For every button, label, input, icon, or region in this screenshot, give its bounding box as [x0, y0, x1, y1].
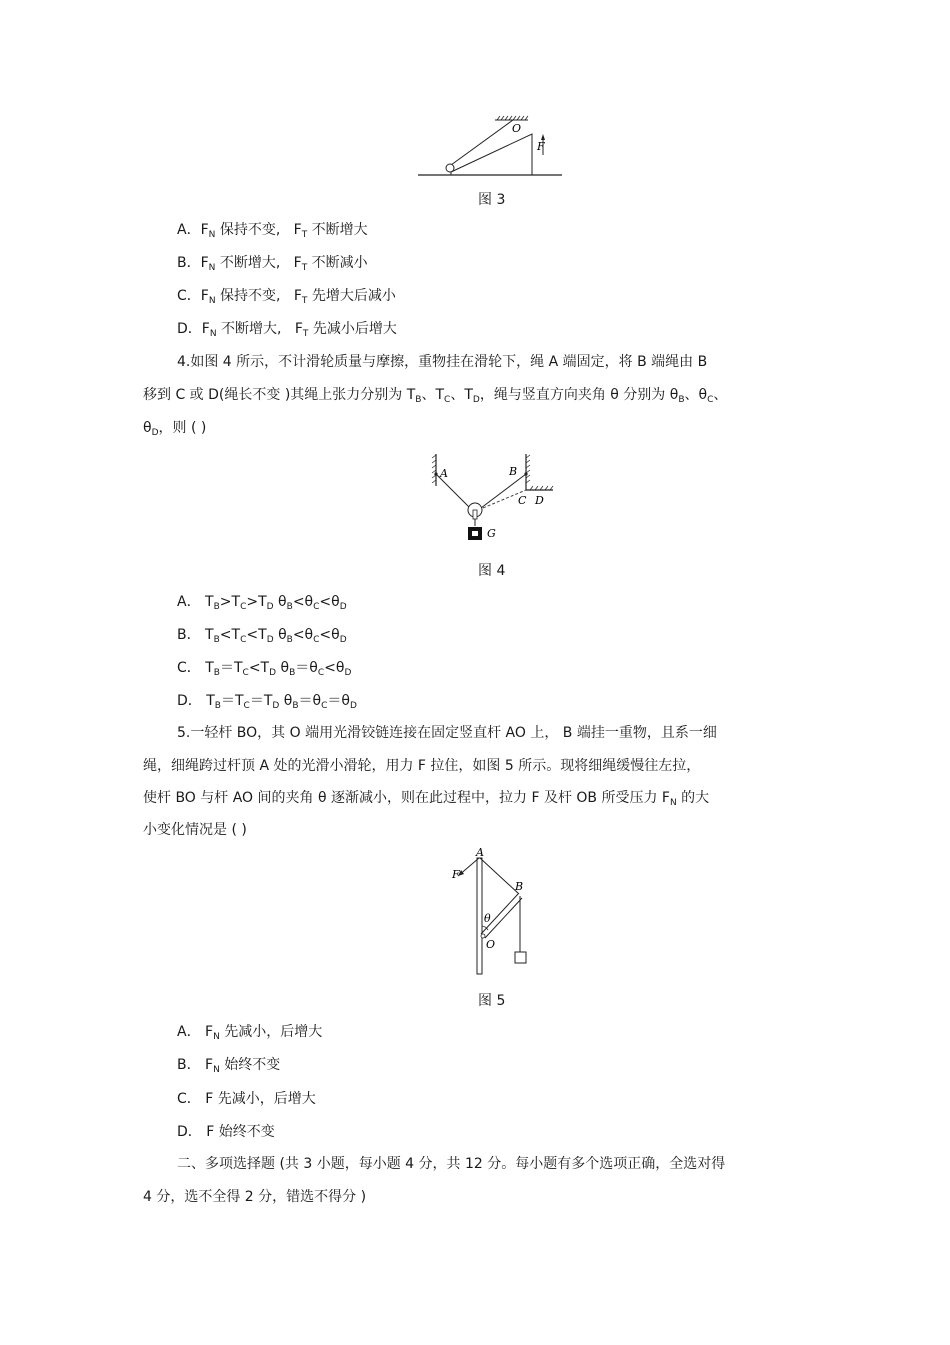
q5-option-a: A． $F_N$ 先减小，后增大: [177, 1024, 323, 1042]
fig3-label-o: O: [512, 122, 522, 135]
q4-stem-line-2: 移到 C 或 D(绳长不变 )其绳上张力分别为 $T_B$、$T_C$、$T_D$，绳与竖直方向夹角 θ 分别为 $\theta_B$、$\theta_C$、: [143, 387, 728, 405]
fig4-label-a: A: [440, 467, 448, 480]
fig5-label-b: B: [515, 880, 524, 893]
figure-5: [448, 848, 538, 978]
fig5-label-theta: θ: [484, 912, 491, 925]
q4-option-a: A． $T_B>T_C>T_D$ $\theta_B<\theta_C<\theta_D$: [177, 594, 347, 612]
figure-4-caption: 图 4: [478, 563, 506, 579]
fig5-label-f: F: [452, 868, 460, 881]
q4-option-c: C． $T_B=T_C<T_D$ $\theta_B=\theta_C<\theta_D$: [177, 660, 352, 678]
fig4-label-d: D: [535, 494, 544, 507]
q5-option-c: C． F 先减小，后增大: [177, 1091, 316, 1107]
q3-option-b: B．$F_N$ 不断增大, $F_T$ 不断减小: [177, 255, 368, 273]
figure-4: [428, 450, 558, 545]
q3-option-d: D．$F_N$ 不断增大, $F_T$ 先减小后增大: [177, 321, 397, 339]
fig4-label-b: B: [509, 465, 518, 478]
fig4-label-g: G: [487, 527, 496, 540]
q5-option-d: D． F 始终不变: [177, 1124, 275, 1140]
q5-stem-line-4: 小变化情况是 ( ): [143, 822, 247, 838]
figure-3-caption: 图 3: [478, 192, 506, 208]
fig3-label-f: F: [537, 140, 545, 153]
q5-stem-line-3: 使杆 BO 与杆 AO 间的夹角 θ 逐渐减小，则在此过程中，拉力 F 及杆 OB 所受压力 $F_N$ 的大: [143, 790, 710, 808]
q3-option-c: C．$F_N$ 保持不变, $F_T$ 先增大后减小: [177, 288, 396, 306]
q5-stem-line-2: 绳，细绳跨过杆顶 A 处的光滑小滑轮，用力 F 拉住，如图 5 所示。现将细绳缓慢往左拉，: [143, 758, 701, 774]
fig5-label-a: A: [476, 848, 484, 859]
q3-option-a: A．$F_N$ 保持不变, $F_T$ 不断增大: [177, 222, 368, 240]
q4-stem-line-3: $\theta_D$，则 ( ): [143, 420, 207, 438]
figure-3: [415, 112, 565, 182]
q5-option-b: B． $F_N$ 始终不变: [177, 1057, 281, 1075]
figure-5-caption: 图 5: [478, 993, 506, 1009]
q4-option-b: B． $T_B<T_C<T_D$ $\theta_B<\theta_C<\theta_D$: [177, 627, 347, 645]
fig5-label-o: O: [486, 938, 496, 951]
q4-stem-line-1: 4.如图 4 所示，不计滑轮质量与摩擦，重物挂在滑轮下，绳 A 端固定，将 B 端绳由 B: [177, 354, 708, 370]
section-2-heading-line-1: 二、多项选择题 (共 3 小题，每小题 4 分，共 12 分。每小题有多个选项正确，全选对得: [177, 1156, 726, 1172]
fig4-label-c: C: [518, 494, 527, 507]
q5-stem-line-1: 5.一轻杆 BO，其 O 端用光滑铰链连接在固定竖直杆 AO 上， B 端挂一重物，且系一细: [177, 725, 717, 741]
q4-option-d: D． $T_B=T_C=T_D$ $\theta_B=\theta_C=\theta_D$: [177, 693, 357, 711]
section-2-heading-line-2: 4 分，选不全得 2 分，错选不得分 ): [143, 1189, 367, 1205]
